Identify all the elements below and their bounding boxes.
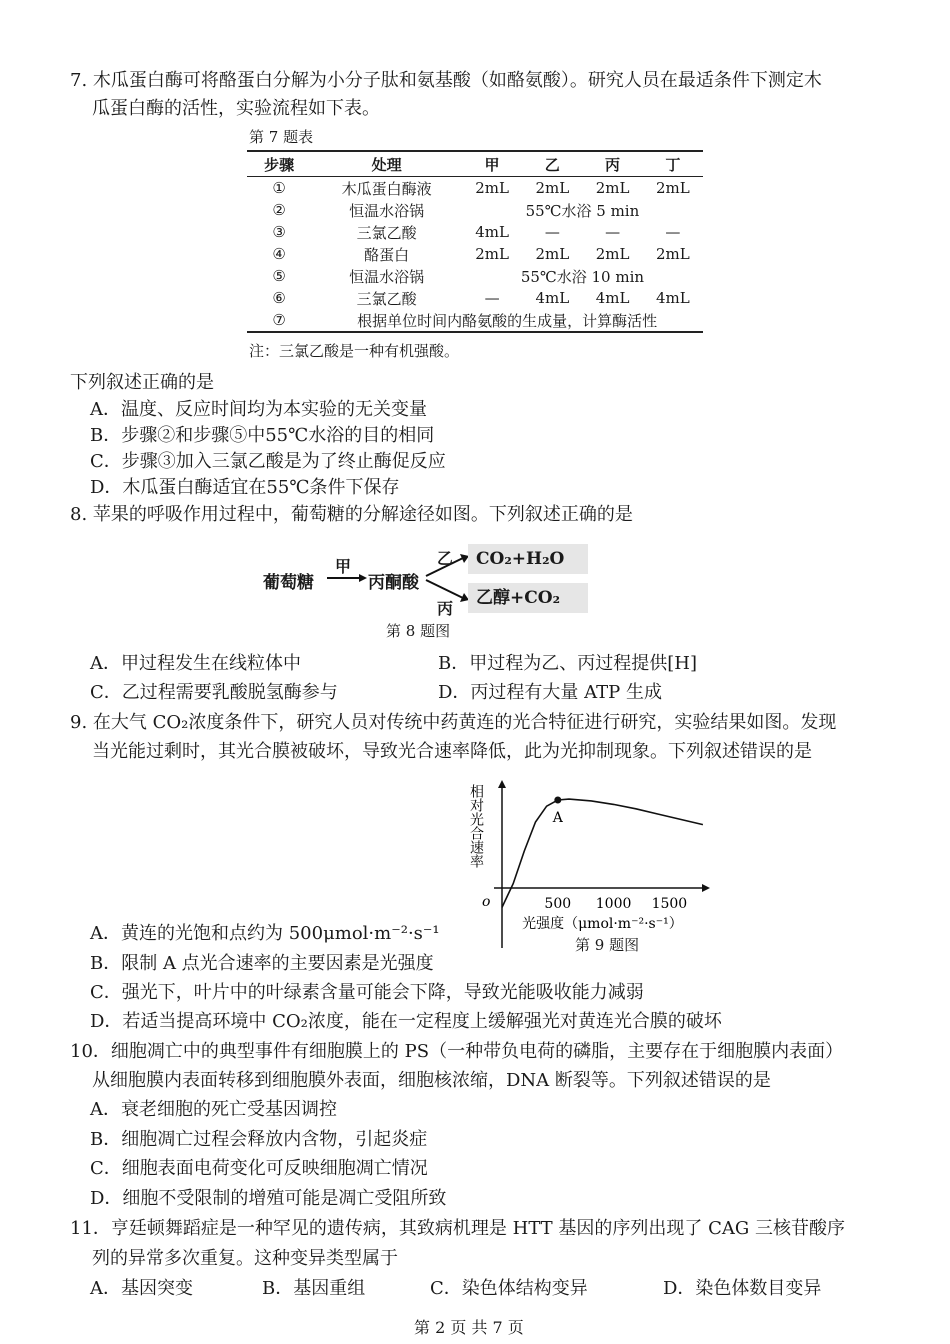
value-cell: 4mL: [655, 289, 690, 307]
table-row: [247, 199, 703, 221]
q8-option-a: A．甲过程发生在线粒体中: [90, 653, 301, 674]
q9-chart: [458, 772, 720, 958]
q10-option-b: B．细胞凋亡过程会释放内含物，引起炎症: [90, 1129, 428, 1150]
page-number: 第 2 页 共 7 页: [414, 1318, 524, 1337]
q8-figure-caption: 第 8 题图: [386, 622, 451, 640]
value-cell: 2mL: [595, 245, 630, 263]
q9-option-d: D．若适当提高环境中 CO₂浓度，能在一定程度上缓解强光对黄连光合膜的破坏: [90, 1011, 722, 1032]
merged-cell: 55℃水浴 10 min: [520, 267, 645, 286]
value-cell: —: [605, 223, 621, 241]
value-cell: 2mL: [475, 179, 509, 197]
proc-cell: 恒温水浴锅: [349, 201, 425, 220]
q11-option-c: C．染色体结构变异: [430, 1278, 588, 1299]
product-ethanol-co2: 乙醇+CO₂: [468, 583, 588, 613]
header-ding: 丁: [665, 155, 681, 174]
header-jia: 甲: [484, 155, 500, 174]
q10-option-a: A．衰老细胞的死亡受基因调控: [90, 1099, 337, 1120]
table-row: [247, 265, 703, 287]
header-bing: 丙: [605, 155, 621, 174]
step-yi-label: 乙: [437, 549, 454, 568]
proc-cell: 酪蛋白: [364, 245, 410, 264]
table-header-row: [247, 151, 703, 177]
origin-label: o: [482, 894, 491, 910]
q10-option-d: D．细胞不受限制的增殖可能是凋亡受阻所致: [90, 1188, 447, 1209]
value-cell: 2mL: [535, 179, 570, 197]
x-tick-label: 1000: [595, 896, 632, 912]
q9-figure-caption: 第 9 题图: [575, 936, 640, 954]
table-row: [247, 243, 703, 265]
value-cell: 4mL: [475, 223, 509, 241]
q8-option-c: C．乙过程需要乳酸脱氢酶参与: [90, 682, 338, 703]
q11-option-b: B．基因重组: [262, 1278, 366, 1299]
step-cell: ③: [272, 223, 286, 241]
q8-option-d: D．丙过程有大量 ATP 生成: [438, 682, 663, 703]
value-cell: 4mL: [535, 289, 570, 307]
q9-option-b: B．限制 A 点光合速率的主要因素是光强度: [90, 953, 434, 974]
step-cell: ⑥: [272, 289, 286, 307]
y-axis-arrow: [498, 780, 506, 788]
proc-cell: 三氯乙酸: [356, 223, 417, 242]
q7-option-d: D．木瓜蛋白酶适宜在55℃条件下保存: [90, 477, 400, 498]
x-axis-arrow: [702, 884, 710, 892]
q9-stem-line1: 9. 在大气 CO₂浓度条件下，研究人员对传统中药黄连的光合特征进行研究，实验结果如图。发现: [70, 712, 837, 733]
q9-stem-line2: 当光能过剩时，其光合膜被破坏，导致光合速率降低，此为光抑制现象。下列叙述错误的是: [92, 741, 812, 762]
value-cell: —: [544, 223, 560, 241]
point-a-label: A: [552, 810, 563, 826]
merged-cell: 根据单位时间内酪氨酸的生成量，计算酶活性: [357, 311, 658, 330]
step-cell: ④: [272, 245, 286, 263]
table-row: [247, 177, 703, 200]
x-tick-label: 1500: [651, 896, 688, 912]
value-cell: 4mL: [595, 289, 630, 307]
table-row: [247, 221, 703, 243]
q7-option-b: B．步骤②和步骤⑤中55℃水浴的目的相同: [90, 425, 435, 446]
header-step: 步骤: [264, 155, 295, 174]
q7-question: 下列叙述正确的是: [70, 372, 214, 393]
value-cell: —: [665, 223, 681, 241]
table-row: [247, 287, 703, 309]
step-cell: ⑦: [272, 311, 286, 329]
q10-option-c: C．细胞表面电荷变化可反映细胞凋亡情况: [90, 1158, 428, 1179]
q8-stem: 8. 苹果的呼吸作用过程中，葡萄糖的分解途径如图。下列叙述正确的是: [70, 504, 633, 525]
q9-option-a: A．黄连的光饱和点约为 500μmol·m⁻²·s⁻¹: [90, 923, 440, 944]
photosynthesis-curve: [502, 799, 703, 907]
value-cell: 2mL: [475, 245, 509, 263]
q7-table: [247, 150, 703, 333]
proc-cell: 木瓜蛋白酶液: [341, 179, 432, 198]
step-jia-label: 甲: [335, 557, 352, 576]
value-cell: —: [484, 289, 500, 307]
header-yi: 乙: [544, 155, 560, 174]
pyruvate-label: 丙酮酸: [368, 573, 419, 593]
value-cell: 2mL: [595, 179, 630, 197]
q7-table-note: 注：三氯乙酸是一种有机强酸。: [249, 342, 460, 360]
header-proc: 处理: [371, 155, 402, 174]
step-cell: ⑤: [272, 267, 286, 285]
value-cell: 2mL: [535, 245, 570, 263]
q7-stem-line2: 瓜蛋白酶的活性，实验流程如下表。: [92, 98, 380, 119]
q7-table-caption: 第 7 题表: [249, 128, 314, 146]
y-axis-label: 相对光合速率: [468, 784, 484, 868]
q11-option-d: D．染色体数目变异: [663, 1278, 822, 1299]
q11-option-a: A．基因突变: [90, 1278, 193, 1299]
q11-stem-line2: 列的异常多次重复。这种变异类型属于: [92, 1248, 398, 1269]
q9-option-c: C．强光下，叶片中的叶绿素含量可能会下降，导致光能吸收能力减弱: [90, 982, 644, 1003]
x-axis-label: 光强度（μmol·m⁻²·s⁻¹）: [522, 916, 683, 932]
step-cell: ②: [272, 201, 286, 219]
proc-cell: 三氯乙酸: [356, 289, 417, 308]
x-tick-label: 500: [544, 896, 572, 912]
merged-cell: 55℃水浴 5 min: [525, 201, 640, 220]
q7-option-a: A．温度、反应时间均为本实验的无关变量: [90, 399, 427, 420]
step-bing-label: 丙: [437, 599, 454, 618]
table-row: [247, 309, 703, 332]
product-co2-h2o: CO₂+H₂O: [468, 544, 588, 574]
glucose-label: 葡萄糖: [263, 573, 314, 593]
point-a-marker: [554, 797, 561, 804]
q11-stem-line1: 11．亨廷顿舞蹈症是一种罕见的遗传病，其致病机理是 HTT 基因的序列出现了 CAG 三核苷酸序: [70, 1218, 845, 1239]
q7-stem-line1: 7. 木瓜蛋白酶可将酪蛋白分解为小分子肽和氨基酸（如酪氨酸）。研究人员在最适条件下测定木: [70, 70, 822, 91]
q10-stem-line2: 从细胞膜内表面转移到细胞膜外表面，细胞核浓缩，DNA 断裂等。下列叙述错误的是: [92, 1070, 771, 1091]
proc-cell: 恒温水浴锅: [349, 267, 425, 286]
value-cell: 2mL: [655, 179, 690, 197]
q8-option-b: B．甲过程为乙、丙过程提供[H]: [438, 653, 697, 674]
q7-option-c: C．步骤③加入三氯乙酸是为了终止酶促反应: [90, 451, 446, 472]
q8-diagram: [255, 540, 600, 618]
step-cell: ①: [272, 179, 286, 197]
value-cell: 2mL: [655, 245, 690, 263]
q10-stem-line1: 10．细胞凋亡中的典型事件有细胞膜上的 PS（一种带负电荷的磷脂，主要存在于细胞膜内表面）: [70, 1041, 844, 1062]
